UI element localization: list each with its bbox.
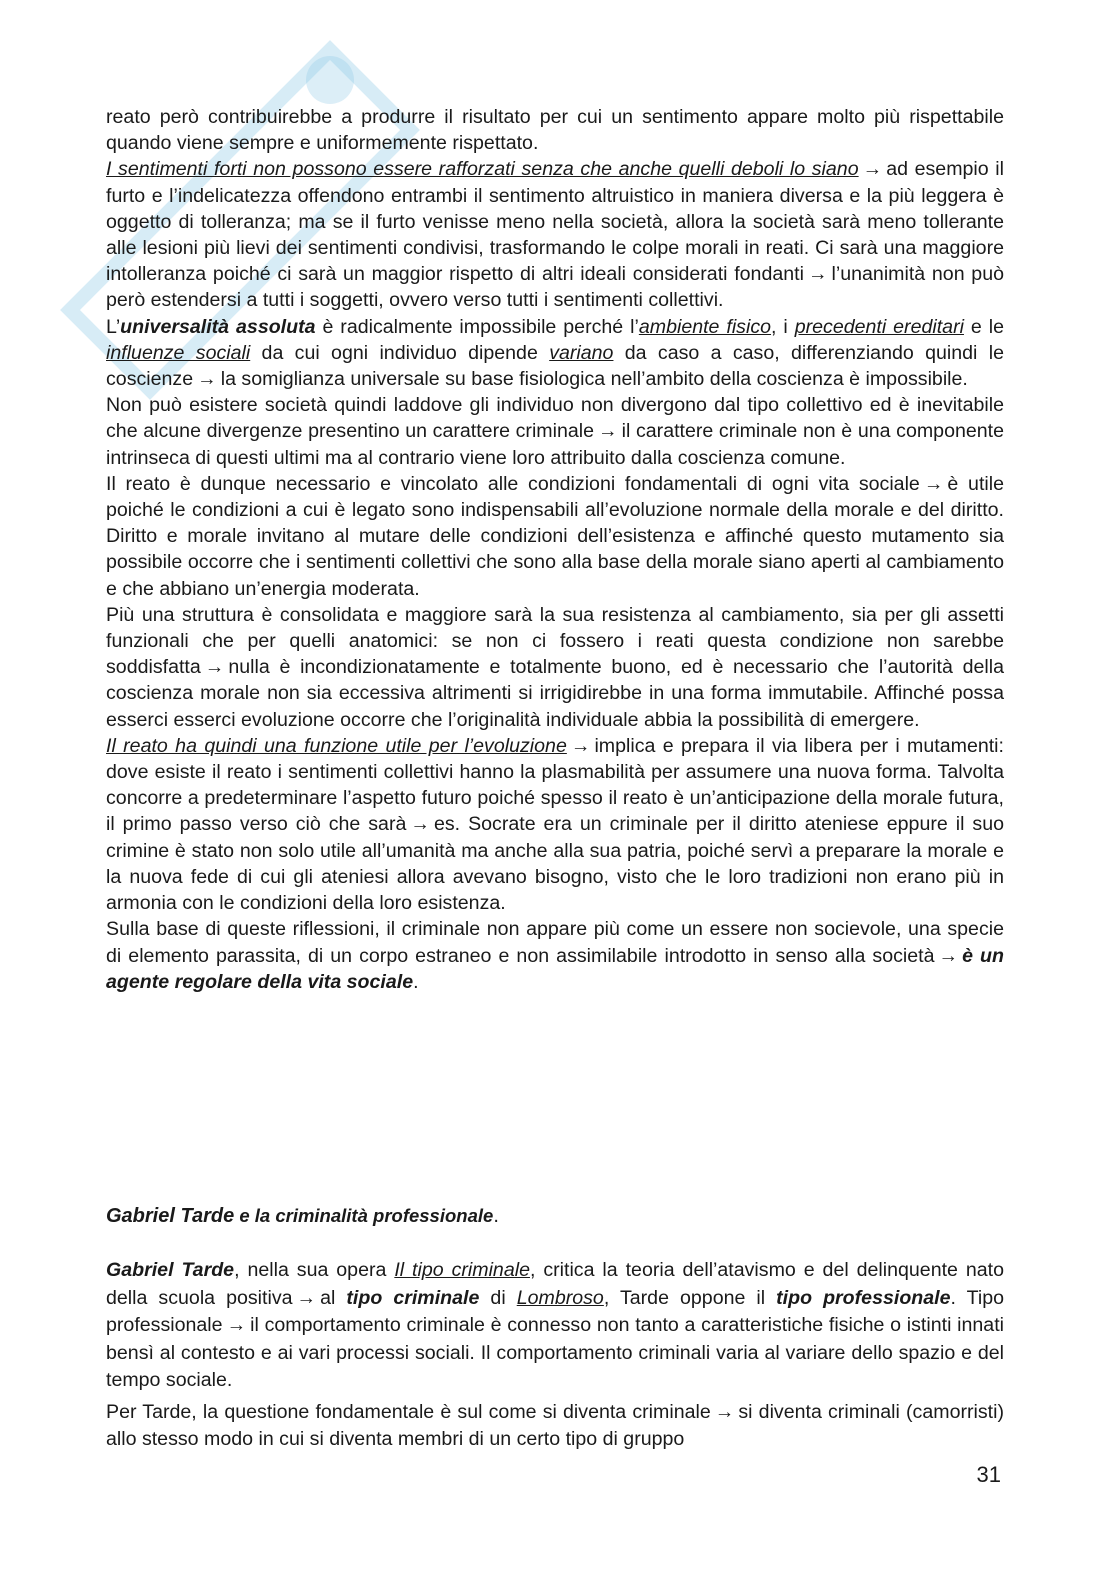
- paragraph-5: Il reato è dunque necessario e vincolato alle condizioni fondamentali di ogni vita sociale → è utile poiché le condizioni a cui è legato sono indispensabili all’evoluzione normale della morale e del diritto. Diritto e morale invitano al mutare delle condizioni dell’esistenza e affinché questo mutamento sia possibile occorre che i sentimenti collettivi che sono alla base della morale siano aperti al cambiamento e che abbiano un’energia moderata.: [106, 472, 1004, 600]
- page-number: 31: [976, 1462, 1001, 1487]
- paragraph-2: I sentimenti forti non possono essere rafforzati senza che anche quelli deboli lo siano → ad esempio il furto e l’indelicatezza offendono entrambi il sentimento altruistico in maniera diversa e la più leggera è oggetto di tolleranza; ma se il furto venisse meno nella società, allora la società sarà meno tollerante alle lesioni più lievi dei sentimenti condivisi, trasformando le colpe morali in reati. Ci sarà una maggiore intolleranza poiché ci sarà un maggior rispetto di altri ideali considerati fondanti → l’unanimità non può però estendersi a tutti i soggetti, ovvero verso tutti i sentimenti collettivi.: [106, 158, 1005, 312]
- watermark-dot: [306, 56, 354, 104]
- section-heading: Gabriel Tarde e la criminalità professionale.: [106, 1205, 499, 1227]
- paragraph-8: Sulla base di queste riflessioni, il criminale non appare più come un essere non socievole, una specie di elemento parassita, di un corpo estraneo e non assimilabile introdotto in senso alla società → è un agente regolare della vita sociale.: [106, 918, 1004, 993]
- paragraph-4: Non può esistere società quindi laddove gli individuo non divergono dal tipo collettivo ed è inevitabile che alcune divergenze presentino un carattere criminale → il carattere criminale non è una componente intrinseca di questi ultimi ma al contrario viene loro attribuito dalla coscienza comune.: [106, 394, 1004, 469]
- paragraph-3: L’universalità assoluta è radicalmente impossibile perché l’ambiente fisico, i precedenti ereditari e le influenze sociali da cui ogni individuo dipende variano da caso a caso, differenziando quindi le coscienze → la somiglianza universale su base fisiologica nell’ambito della coscienza è impossibile.: [106, 315, 1004, 391]
- section-2-paragraph-1: Gabriel Tarde, nella sua opera Il tipo criminale, critica la teoria dell’atavismo e del delinquente nato della scuola positiva → al tipo criminale di Lombroso, Tarde oppone il tipo professionale. Tipo professionale → il comportamento criminale è connesso non tanto a caratteristiche fisiche o istinti innati bensì al contesto e ai vari processi sociali. Il comportamento criminali varia al variare dello spazio e del tempo sociale.: [106, 1259, 1005, 1391]
- paragraph-7: Il reato ha quindi una funzione utile per l’evoluzione → implica e prepara il via libera per i mutamenti: dove esiste il reato i sentimenti collettivi hanno la plasmabilità per assumere una nuova forma. Talvolta concorre a predeterminare l’aspetto futuro poiché spesso il reato è un’anticipazione della morale futura, il primo passo verso ciò che sarà → es. Socrate era un criminale per il diritto ateniese eppure il suo crimine è stato non solo utile all’umanità ma anche alla sua patria, poiché servì a preparare la morale e la nuova fede di cui gli ateniesi allora avevano bisogno, visto che le loro tradizioni non erano più in armonia con le condizioni della loro esistenza.: [106, 734, 1004, 915]
- section-2-paragraph-2: Per Tarde, la questione fondamentale è sul come si diventa criminale → si diventa criminali (camorristi) allo stesso modo in cui si diventa membri di un certo tipo di gruppo: [106, 1400, 1004, 1450]
- main-text: [106, 104, 1004, 995]
- paragraph-6: Più una struttura è consolidata e maggiore sarà la sua resistenza al cambiamento, sia per gli assetti funzionali che per quelli anatomici: se non ci fossero i reati questa condizione non sarebbe soddisfatta → nulla è incondizionatamente e totalmente buono, ed è necessario che l’autorità della coscienza morale non sia eccessiva altrimenti si irrigidirebbe in una forma immutabile. Affinché possa esserci esserci evoluzione occorre che l’originalità individuale abbia la possibilità di emergere.: [106, 603, 1004, 731]
- section-2-text: [106, 1257, 1004, 1454]
- paragraph-1: reato però contribuirebbe a produrre il risultato per cui un sentimento appare molto più rispettabile quando viene sempre e uniformemente rispettato.: [106, 106, 1004, 155]
